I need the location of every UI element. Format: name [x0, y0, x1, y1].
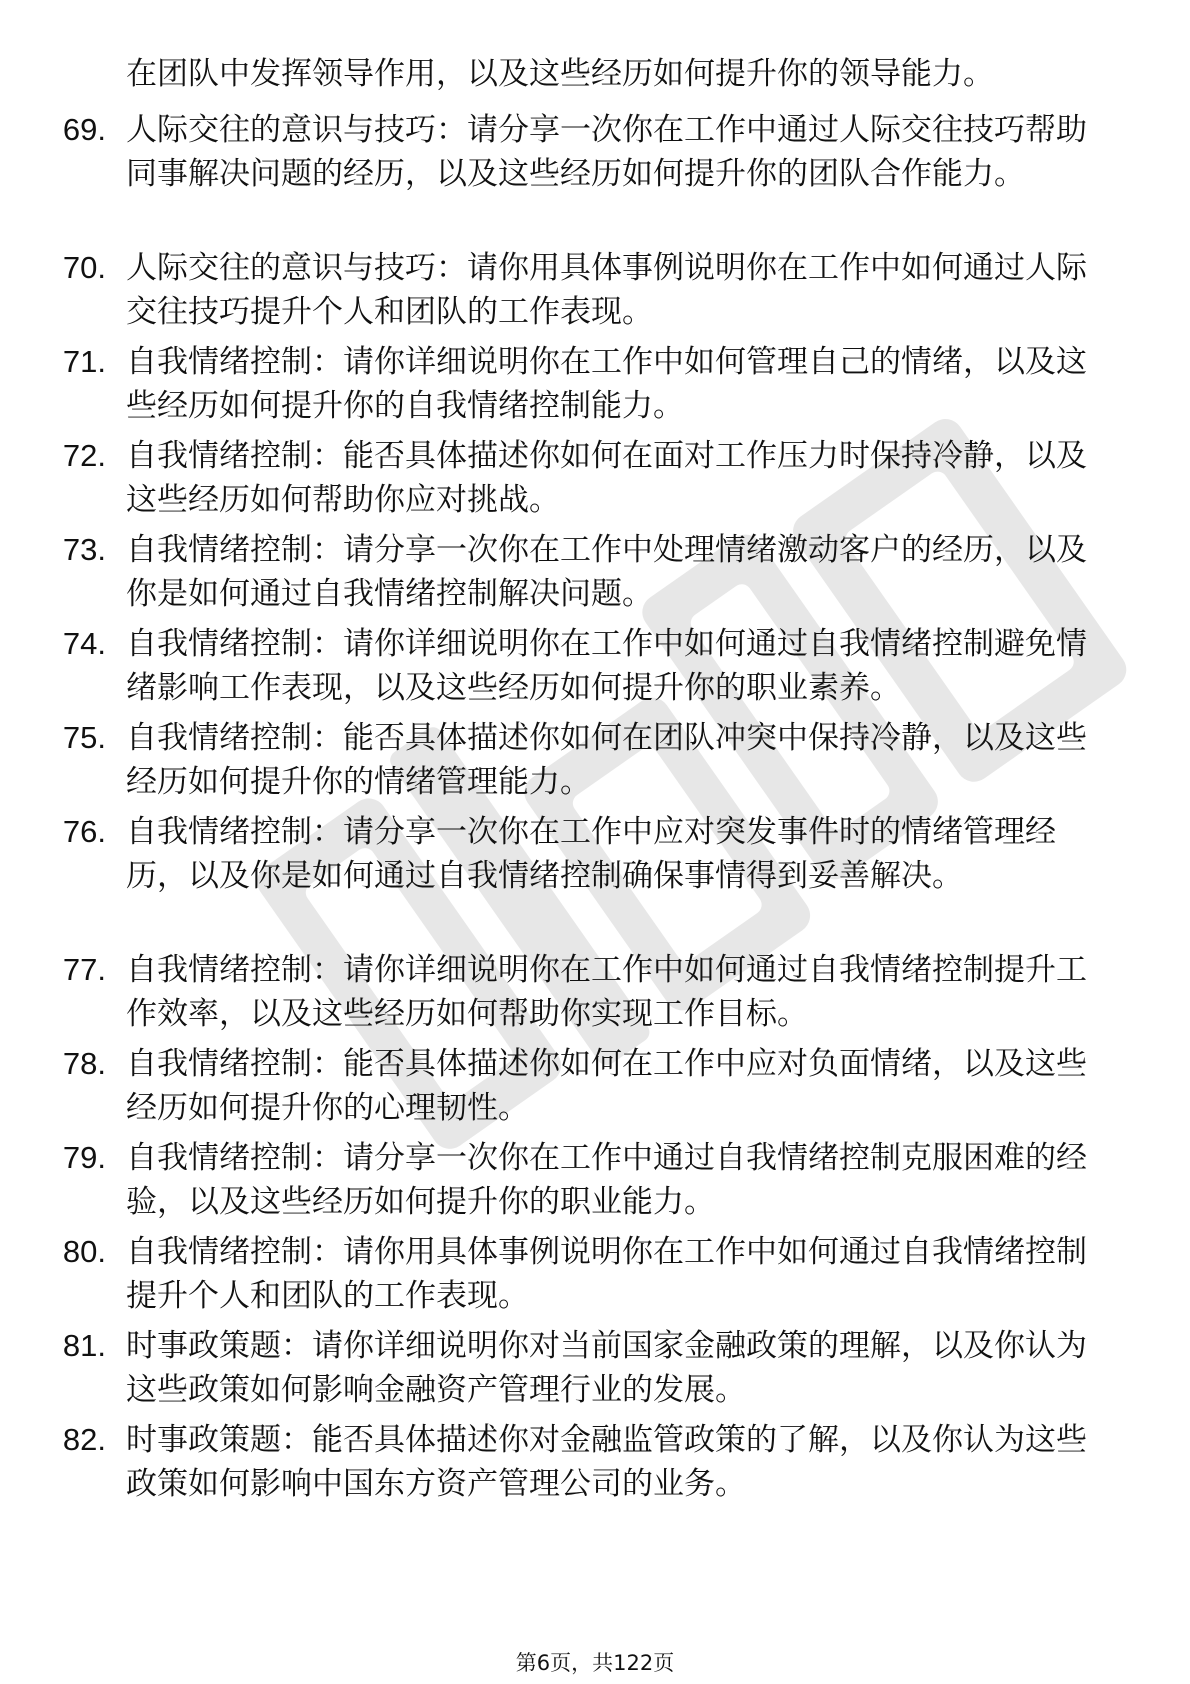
question-text: 人际交往的意识与技巧：请你用具体事例说明你在工作中如何通过人际交往技巧提升个人和团队的工作表现。	[126, 250, 1087, 330]
question-text: 时事政策题：能否具体描述你对金融监管政策的了解，以及你认为这些政策如何影响中国东方资产管理公司的业务。	[126, 1422, 1087, 1502]
question-number: 71.	[62, 344, 106, 379]
question-number: 75.	[62, 720, 106, 755]
question-number: 69.	[62, 112, 106, 147]
page-footer: 第6页，共122页	[515, 1651, 675, 1675]
question-number: 73.	[62, 532, 106, 567]
question-text: 自我情绪控制：请分享一次你在工作中应对突发事件时的情绪管理经历，以及你是如何通过自我情绪控制确保事情得到妥善解决。	[126, 814, 1056, 894]
question-text: 自我情绪控制：能否具体描述你如何在面对工作压力时保持冷静，以及这些经历如何帮助你应对挑战。	[126, 438, 1087, 518]
question-text: 自我情绪控制：请你详细说明你在工作中如何管理自己的情绪，以及这些经历如何提升你的自我情绪控制能力。	[126, 344, 1087, 424]
question-text: 自我情绪控制：能否具体描述你如何在工作中应对负面情绪，以及这些经历如何提升你的心理韧性。	[126, 1046, 1087, 1126]
question-text: 自我情绪控制：请你详细说明你在工作中如何通过自我情绪控制避免情绪影响工作表现，以及这些经历如何提升你的职业素养。	[126, 626, 1087, 706]
question-number: 70.	[62, 250, 106, 285]
question-text: 自我情绪控制：请分享一次你在工作中通过自我情绪控制克服困难的经验，以及这些经历如何提升你的职业能力。	[126, 1140, 1087, 1220]
question-text: 人际交往的意识与技巧：请分享一次你在工作中通过人际交往技巧帮助同事解决问题的经历，以及这些经历如何提升你的团队合作能力。	[126, 112, 1087, 192]
continuation-text: 在团队中发挥领导作用，以及这些经历如何提升你的领导能力。	[126, 56, 994, 92]
question-number: 77.	[62, 952, 106, 987]
question-number: 79.	[62, 1140, 106, 1175]
question-text: 自我情绪控制：请你详细说明你在工作中如何通过自我情绪控制提升工作效率，以及这些经历如何帮助你实现工作目标。	[126, 952, 1087, 1032]
question-text: 自我情绪控制：请分享一次你在工作中处理情绪激动客户的经历，以及你是如何通过自我情绪控制解决问题。	[126, 532, 1087, 612]
question-number: 76.	[62, 814, 106, 849]
question-number: 80.	[62, 1234, 106, 1269]
question-number: 81.	[62, 1328, 106, 1363]
question-number: 82.	[62, 1422, 106, 1457]
question-number: 72.	[62, 438, 106, 473]
question-number: 78.	[62, 1046, 106, 1081]
question-text: 自我情绪控制：请你用具体事例说明你在工作中如何通过自我情绪控制提升个人和团队的工作表现。	[126, 1234, 1087, 1314]
question-number: 74.	[62, 626, 106, 661]
question-text: 自我情绪控制：能否具体描述你如何在团队冲突中保持冷静，以及这些经历如何提升你的情绪管理能力。	[126, 720, 1087, 800]
question-text: 时事政策题：请你详细说明你对当前国家金融政策的理解，以及你认为这些政策如何影响金融资产管理行业的发展。	[126, 1328, 1087, 1408]
